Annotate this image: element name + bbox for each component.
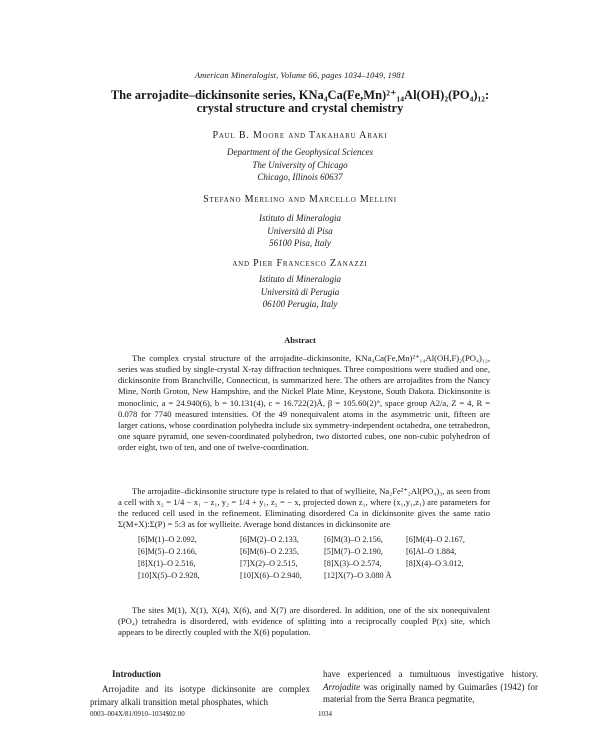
distance-cell: [8]X(3)–O 2.574, xyxy=(324,559,382,568)
left-column xyxy=(90,683,310,708)
page-number: 1034 xyxy=(318,710,332,718)
affiliation-2 xyxy=(0,212,600,250)
distance-cell: [6]M(4)–O 2.167, xyxy=(406,535,465,544)
distance-cell: [6]M(2)–O 2.133, xyxy=(240,535,299,544)
abstract-heading: Abstract xyxy=(284,335,316,345)
distance-cell: [6]M(5)–O 2.166, xyxy=(138,547,197,556)
distance-row xyxy=(138,571,498,583)
affiliation-line: Istituto di Mineralogia xyxy=(259,274,341,284)
abstract-text: The complex crystal structure of the arrojadite–dickinsonite, KNa₄Ca(Fe,Mn)²⁺₁₄Al(OH,F)₂(PO₄)₁₂, series was studied by single-crystal X-ray diffraction techniques. Three compositions were studied and one, dickinsonite from Branchville, Connecticut, is summarized here. The others are arrojadites from the Nancy Mine, North Groton, New Hampshire, and the Nickel Plate Mine, Keystone, South Dakota. Dickinsonite is monoclinic, a = 24.940(6), b = 10.131(4), c = 16.722(2)Å, β = 105.60(2)°, space group A2/a, Z = 4, R = 0.078 for 7740 measured intensities. Of the 49 nonequivalent atoms in the asymmetric unit, fifteen are larger cations, whose coordination polyhedra include six symmetry-independent octahedra, one tetrahedron, one square pyramid, one seven-coordinated polyhedron, two distorted cubes, one non-cubic polyhedron of order eight, two of ten, and one of twelve-coordination. xyxy=(118,353,490,453)
affiliation-3 xyxy=(0,273,600,311)
distance-cell: [6]M(3)–O 2.156, xyxy=(324,535,383,544)
intro-left-text: Arrojadite and its isotype dickinsonite are complex primary alkali transition metal phosphates, which xyxy=(90,684,310,707)
affiliation-line: The University of Chicago xyxy=(252,159,348,170)
introduction-heading: Introduction xyxy=(112,669,161,679)
distance-row xyxy=(138,535,498,547)
affiliation-line: Chicago, Illinois 60637 xyxy=(257,172,343,182)
distance-cell: [6]M(1)–O 2.092, xyxy=(138,535,197,544)
intro-right-paragraph xyxy=(323,668,538,706)
distance-cell: [7]X(2)–O 2.515, xyxy=(240,559,298,568)
intro-right-text-a: have experienced a tumultuous investigative history. xyxy=(323,669,538,679)
affiliation-line: Università di Pisa xyxy=(267,225,333,236)
distance-cell: [12]X(7)–O 3.080 Å xyxy=(324,571,392,580)
affiliation-1 xyxy=(0,146,600,184)
title-line-2: crystal structure and crystal chemistry xyxy=(196,101,404,115)
right-column xyxy=(323,668,538,706)
abstract-text: The arrojadite–dickinsonite structure type is related to that of wyllieite, Na₂Fe²⁺₂Al(PO₄)₃, as seen from a cell with x₂ = 1/4 − x₁ − z₁, y₂ = 1/4 + y₁, z₂ = − x, projected down z₁, where (x₁,y₁,z₁) are parameters for the reduced cell used in the refinement. Eliminating disordered Ca in dickinsonite gives the same ratio Σ(M+X):Σ(P) = 5:3 as for wyllieite. Average bond distances in dickinsonite are xyxy=(118,486,490,530)
intro-right-text-b: was originally named by Guimarães (1942) for material from the Serra Branca pegmatite, xyxy=(323,681,539,704)
paper-title xyxy=(0,89,600,115)
author-group-1: Paul B. Moore and Takaharu Araki xyxy=(212,130,388,141)
footer-code: 0003–004X/81/0910–1034$02.00 xyxy=(90,710,185,718)
author-group-2: Stefano Merlino and Marcello Mellini xyxy=(203,194,397,205)
affiliation-line: Istituto di Mineralogia xyxy=(259,213,341,223)
distance-cell: [10]X(6)–O 2.940, xyxy=(240,571,302,580)
title-line-1: The arrojadite–dickinsonite series, KNa₄Ca(Fe,Mn)²⁺₁₄Al(OH)₂(PO₄)₁₂: xyxy=(110,88,490,102)
journal-header: American Mineralogist, Volume 66, pages 1034–1049, 1981 xyxy=(194,70,406,80)
abstract-paragraph-3 xyxy=(118,605,490,638)
distance-cell: [6]M(6)–O 2.235, xyxy=(240,547,299,556)
distance-row xyxy=(138,547,498,559)
intro-right-italic: Arrojadite xyxy=(323,681,361,692)
affiliation-line: Università di Perugia xyxy=(260,286,340,297)
distance-cell: [8]X(1)–O 2.516, xyxy=(138,559,196,568)
distance-cell: [10]X(5)–O 2.928, xyxy=(138,571,200,580)
distance-cell: [5]M(7)–O 2.190, xyxy=(324,547,383,556)
author-group-3: and Pier Francesco Zanazzi xyxy=(232,258,368,269)
distance-cell: [8]X(4)–O 3.012, xyxy=(406,559,464,568)
abstract-paragraph-2 xyxy=(118,486,490,531)
distance-cell: [6]Al–O 1.884, xyxy=(406,547,457,556)
affiliation-line: Department of the Geophysical Sciences xyxy=(227,147,373,157)
affiliation-line: 56100 Pisa, Italy xyxy=(269,238,331,248)
affiliation-line: 06100 Perugia, Italy xyxy=(262,299,338,309)
abstract-text: The sites M(1), X(1), X(4), X(6), and X(7) are disordered. In addition, one of the six nonequivalent (PO₄) tetrahedra is disordered, with evidence of splitting into a reciprocally coupled P(x) site, which appears to be directly coupled with the X(6) population. xyxy=(118,605,490,638)
distance-row xyxy=(138,559,498,571)
abstract-paragraph-1 xyxy=(118,353,490,453)
